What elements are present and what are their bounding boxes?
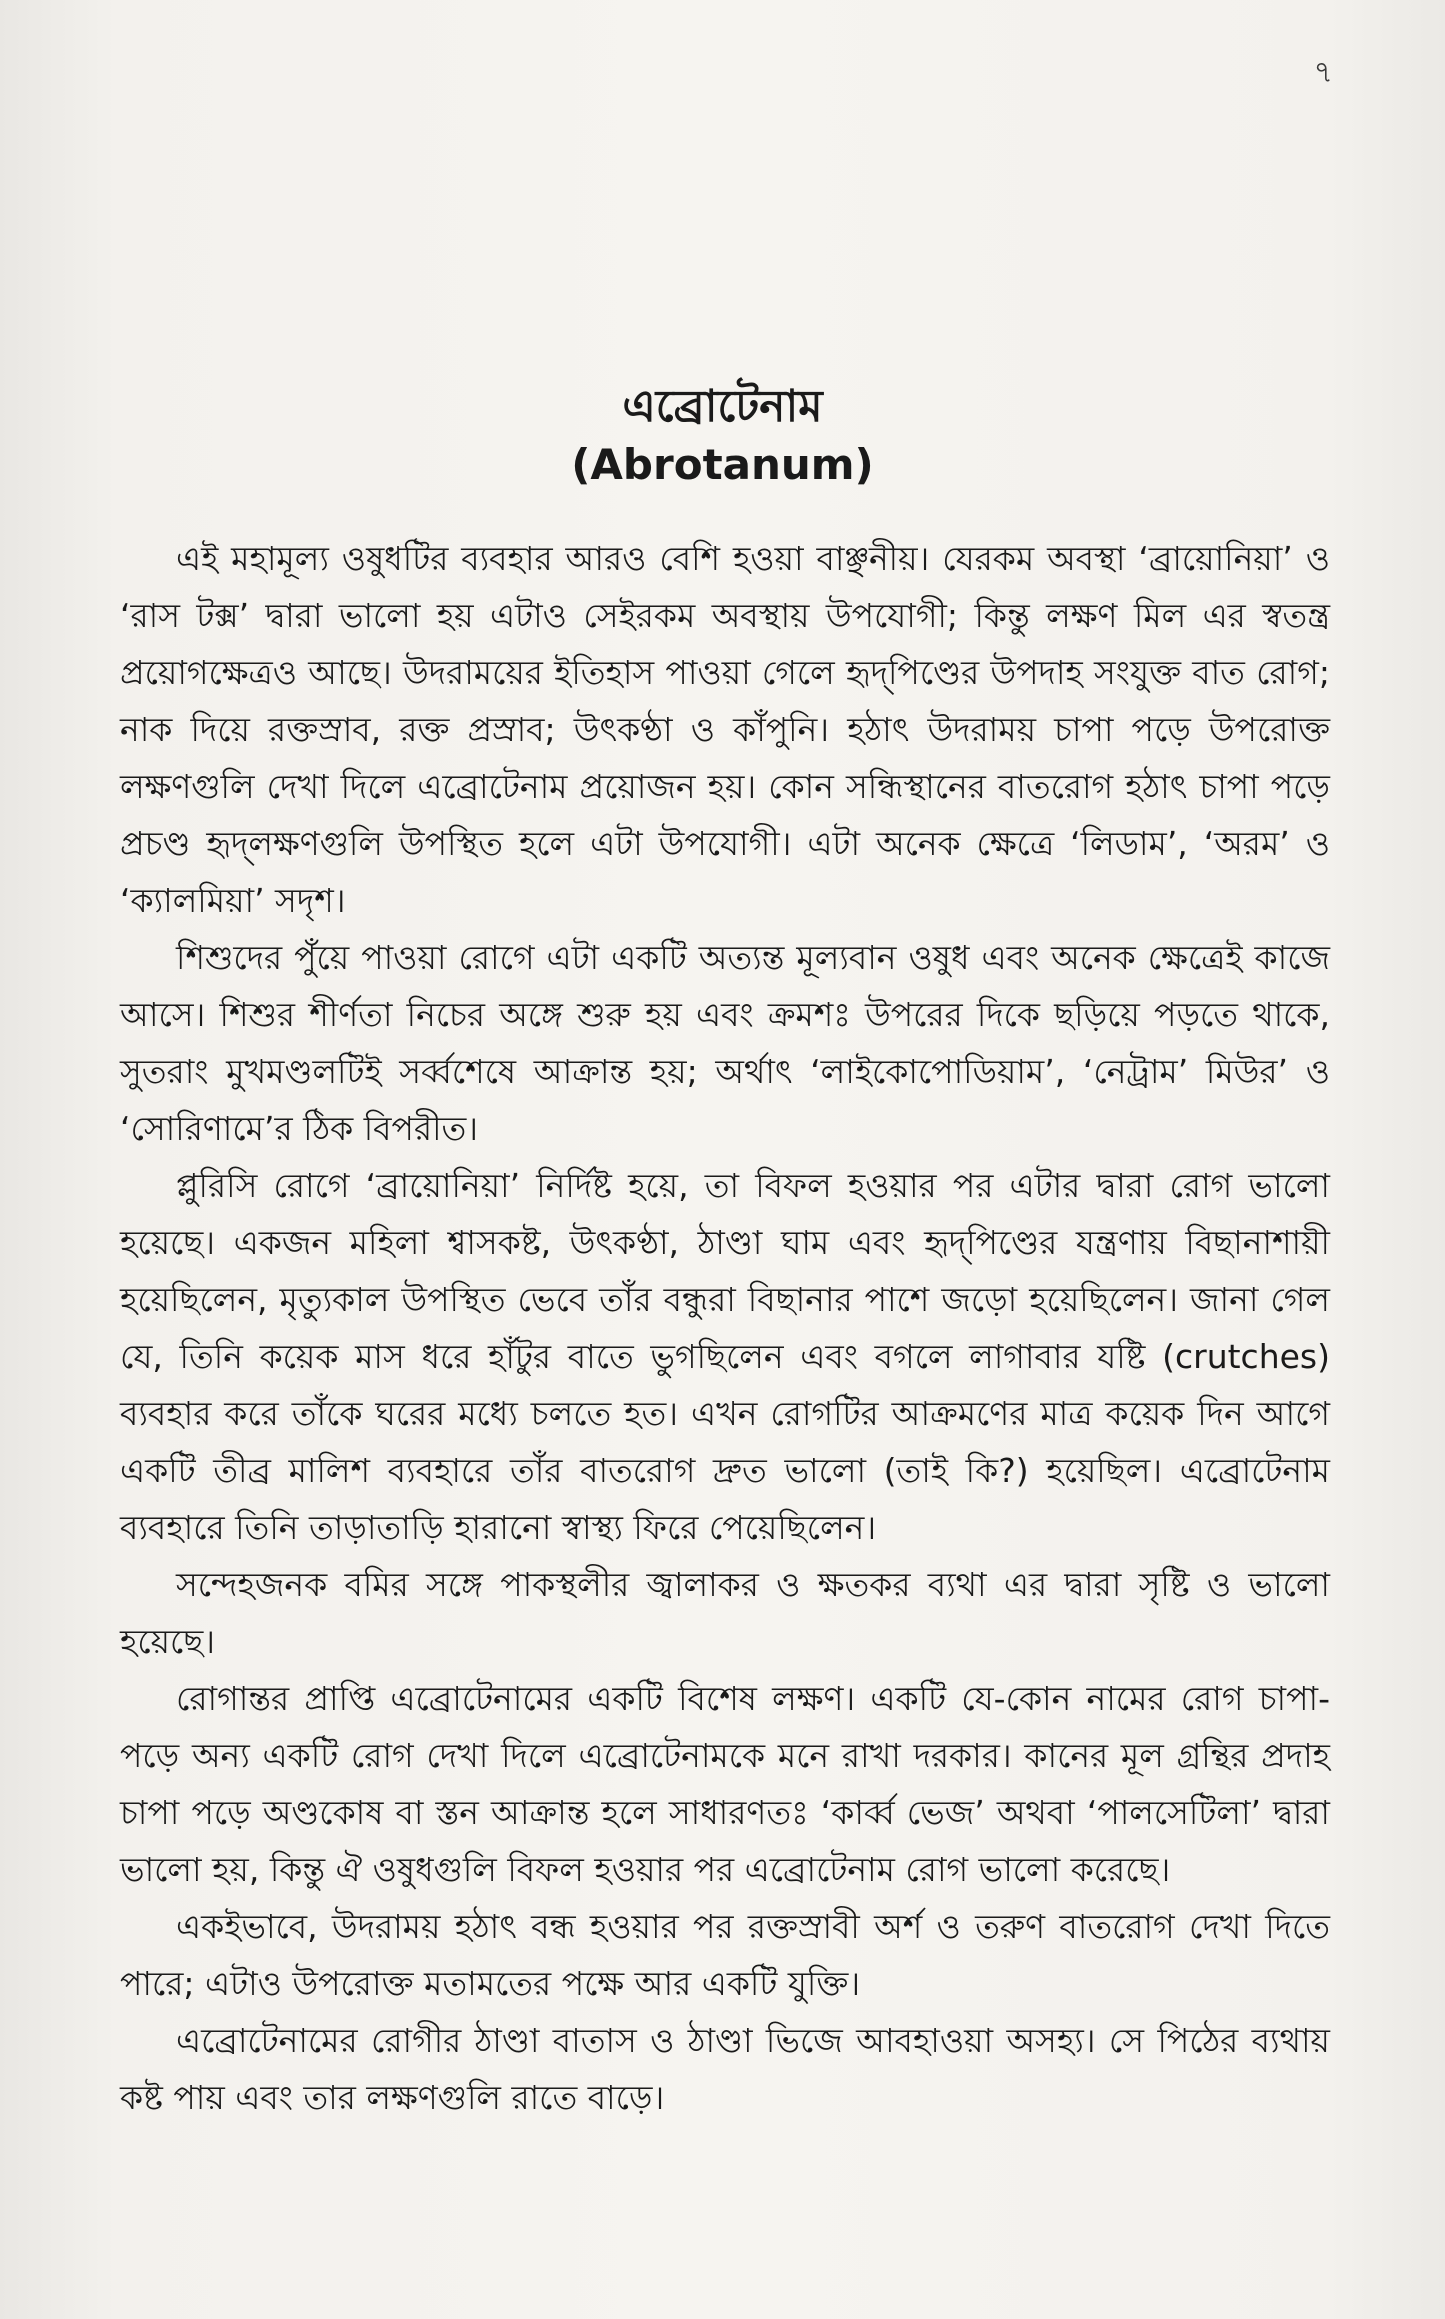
paragraph: সন্দেহজনক বমির সঙ্গে পাকস্থলীর জ্বালাকর ও ক্ষতকর ব্যথা এর দ্বারা সৃষ্টি ও ভালো হয়েছে।	[120, 1565, 1330, 1661]
page-title-english: (Abrotanum)	[571, 440, 874, 489]
paragraph: এই মহামূল্য ওষুধটির ব্যবহার আরও বেশি হওয়া বাঞ্ছনীয়। যেরকম অবস্থা ‘ব্রায়োনিয়া’ ও ‘রাস টক্স’ দ্বারা ভালো হয় এটাও সেইরকম অবস্থায় উপযোগী; কিন্তু লক্ষণ মিল এর স্বতন্ত্র প্রয়োগক্ষেত্রও আছে। উদরাময়ের ইতিহাস পাওয়া গেলে হৃদ্‌পিণ্ডের উপদাহ সংযুক্ত বাত রোগ; নাক দিয়ে রক্তস্রাব, রক্ত প্রস্রাব; উৎকণ্ঠা ও কাঁপুনি। হঠাৎ উদরাময় চাপা পড়ে উপরোক্ত লক্ষণগুলি দেখা দিলে এব্রোটেনাম প্রয়োজন হয়। কোন সন্ধিস্থানের বাতরোগ হঠাৎ চাপা পড়ে প্রচণ্ড হৃদ্‌লক্ষণগুলি উপস্থিত হলে এটা উপযোগী। এটা অনেক ক্ষেত্রে ‘লিডাম’, ‘অরম’ ও ‘ক্যালমিয়া’ সদৃশ।	[120, 539, 1330, 920]
paragraph: শিশুদের পুঁয়ে পাওয়া রোগে এটা একটি অত্যন্ত মূল্যবান ওষুধ এবং অনেক ক্ষেত্রেই কাজে আসে। শিশুর শীর্ণতা নিচের অঙ্গে শুরু হয় এবং ক্রমশঃ উপরের দিকে ছড়িয়ে পড়তে থাকে, সুতরাং মুখমণ্ডলটিই সর্ব্বশেষে আক্রান্ত হয়; অর্থাৎ ‘লাইকোপোডিয়াম’, ‘নেট্রাম’ মিউর’ ও ‘সোরিণামে’র ঠিক বিপরীত।	[120, 938, 1330, 1148]
body-text	[120, 530, 1330, 2126]
paragraph: রোগান্তর প্রাপ্তি এব্রোটেনামের একটি বিশেষ লক্ষণ। একটি যে-কোন নামের রোগ চাপা-পড়ে অন্য একটি রোগ দেখা দিলে এব্রোটেনামকে মনে রাখা দরকার। কানের মূল গ্রন্থির প্রদাহ চাপা পড়ে অণ্ডকোষ বা স্তন আক্রান্ত হলে সাধারণতঃ ‘কার্ব্ব ভেজ’ অথবা ‘পালসেটিলা’ দ্বারা ভালো হয়, কিন্তু ঐ ওষুধগুলি বিফল হওয়ার পর এব্রোটেনাম রোগ ভালো করেছে।	[120, 1679, 1330, 1889]
page-number: ৭	[1313, 55, 1333, 90]
paragraph: একইভাবে, উদরাময় হঠাৎ বন্ধ হওয়ার পর রক্তস্রাবী অর্শ ও তরুণ বাতরোগ দেখা দিতে পারে; এটাও উপরোক্ত মতামতের পক্ষে আর একটি যুক্তি।	[120, 1907, 1330, 2003]
title-block	[0, 378, 1445, 494]
paragraph: এব্রোটেনামের রোগীর ঠাণ্ডা বাতাস ও ঠাণ্ডা ভিজে আবহাওয়া অসহ্য। সে পিঠের ব্যথায় কষ্ট পায় এবং তার লক্ষণগুলি রাতে বাড়ে।	[120, 2021, 1330, 2117]
paragraph: প্লুরিসি রোগে ‘ব্রায়োনিয়া’ নির্দিষ্ট হয়ে, তা বিফল হওয়ার পর এটার দ্বারা রোগ ভালো হয়েছে। একজন মহিলা শ্বাসকষ্ট, উৎকণ্ঠা, ঠাণ্ডা ঘাম এবং হৃদ্‌পিণ্ডের যন্ত্রণায় বিছানাশায়ী হয়েছিলেন, মৃত্যুকাল উপস্থিত ভেবে তাঁর বন্ধুরা বিছানার পাশে জড়ো হয়েছিলেন। জানা গেল যে, তিনি কয়েক মাস ধরে হাঁটুর বাতে ভুগছিলেন এবং বগলে লাগাবার যষ্টি (crutches) ব্যবহার করে তাঁকে ঘরের মধ্যে চলতে হত। এখন রোগটির আক্রমণের মাত্র কয়েক দিন আগে একটি তীব্র মালিশ ব্যবহারে তাঁর বাতরোগ দ্রুত ভালো (তাই কি?) হয়েছিল। এব্রোটেনাম ব্যবহারে তিনি তাড়াতাড়ি হারানো স্বাস্থ্য ফিরে পেয়েছিলেন।	[120, 1166, 1330, 1547]
page-title-bengali: এব্রোটেনাম	[622, 381, 823, 432]
